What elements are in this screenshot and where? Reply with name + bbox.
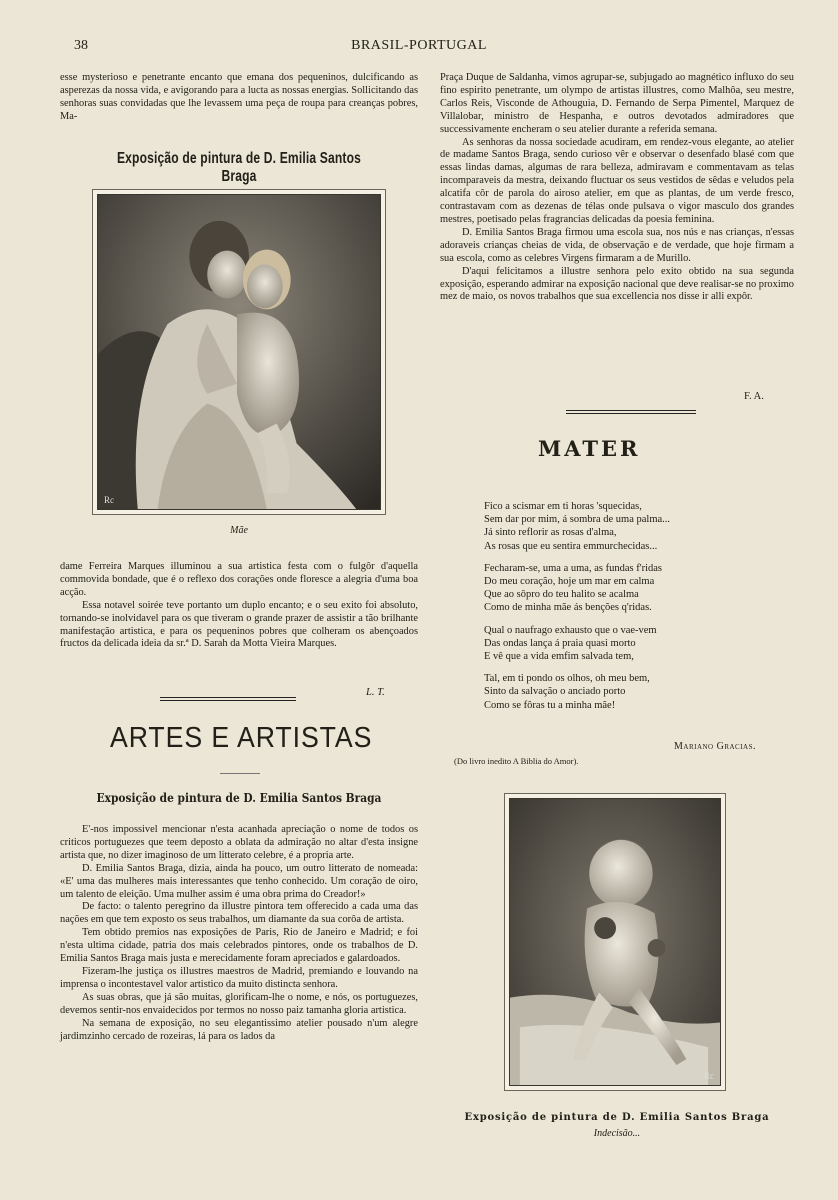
painting-signature: Rc <box>104 495 114 505</box>
after-photo-text <box>60 561 418 651</box>
intro-paragraph: esse mysterioso e penetrante encanto que emana dos pequeninos, dulcificando as asperezas da nossa vida, e avigorando para a lucta as nossas energias. Sollicitando das senhoras suas convidadas que lhe levassem uma peça de roupa para creanças pobres, Ma- <box>60 72 418 122</box>
painting-mother-child <box>97 194 381 510</box>
poem-line: Tal, em ti pondo os olhos, oh meu bem, <box>484 673 650 685</box>
photo-mae <box>92 189 386 515</box>
painting-illustration <box>510 799 720 1085</box>
poem-line: Fecharam-se, uma a uma, as fundas f'ridas <box>484 562 662 574</box>
artes-paragraph-4: Tem obtido premios nas exposições de Paris, Rio de Janeiro e Madrid; e foi n'esta ultima cidade, patria dos mais celebrados pintores, onde os trabalhos de D. Emilia Santos Braga mais justa e merecidamente foram apreciados e galardoados. <box>60 927 418 965</box>
author-lt: L. T. <box>366 687 385 698</box>
painting-illustration <box>98 195 380 509</box>
poem-line: E vê que a vida emfim salvada tem, <box>484 651 634 663</box>
painting-signature: Rc <box>704 1071 714 1081</box>
poem-line: Já sinto reflorir as rosas d'alma, <box>484 527 617 539</box>
poem-line: Que ao sôpro do teu halito se acalma <box>484 589 639 601</box>
caption-indecisao-title: Exposição de pintura de D. Emilia Santos Braga <box>464 1112 770 1123</box>
poem-line: Qual o naufrago exhausto que o vae-vem <box>484 624 657 636</box>
section-divider-left <box>160 697 296 701</box>
page-number: 38 <box>74 38 88 53</box>
artes-paragraph-5: Fizeram-lhe justiça os illustres maestros de Madrid, premiando e louvando na imprensa o incontestavel valor artistico da muito distincta senhora. <box>60 965 418 990</box>
after-photo-paragraph-1: dame Ferreira Marques illuminou a sua artistica festa com o fulgôr d'aquella commovida bondade, que é o reflexo dos corações onde floresce a alegria d'uma boa acção. <box>60 561 418 598</box>
painting-child <box>509 798 721 1086</box>
caption-mae: Mãe <box>230 525 248 536</box>
artes-paragraph-6: As suas obras, que já são muitas, glorificam-lhe o nome, e nós, os portuguezes, devemos sentir-nos envaidecidos por termos no nosso paiz tamanha gloria artistica. <box>60 991 418 1016</box>
right-paragraph-2: As senhoras da nossa sociedade acudiram, em rendez-vous elegante, ao atelier de madame Santos Braga, sendo curioso vêr e observar o desenfado blasé com que essas lindas damas, algumas de rara belleza, admiravam e commentavam as telas incomparaveis da mestra, deixando fluctuar os seus vestidos de sêdas e veludos pela alcatifa côr de parola do airoso atelier, em que as plantas, de um verde fresco, contrastavam com as dezenas de télas onde pulsava o vigor masculo dos grandes mestres, poetisado pelas fragrancias delicadas da poesia feminina. <box>440 136 794 225</box>
running-title: BRASIL-PORTUGAL <box>351 38 487 53</box>
poem-author: Mariano Gracias. <box>674 741 757 752</box>
poem-line: Do meu coração, hoje um mar em calma <box>484 576 655 588</box>
short-divider <box>220 773 260 774</box>
poem-stanza-3 <box>484 624 784 664</box>
caption-indecisao: Indecisão... <box>593 1128 641 1139</box>
poem-line: Como de minha mãe ás benções q'ridas. <box>484 602 652 614</box>
poem-line: Das ondas lança á praia quasi morto <box>484 637 636 649</box>
artes-paragraph-2: D. Emilia Santos Braga, dizia, ainda ha pouco, um outro litterato de nomeada: «E' uma das mulheres mais interessantes que tenho conhecido. Um coração de oiro, um talento de eleição. Uma mulher assim é uma obra prima do Creador!» <box>60 862 418 900</box>
poem-source: (Do livro inedito A Biblia do Amor). <box>454 756 579 766</box>
mater-title: MATER <box>538 436 641 461</box>
poem-line: As rosas que eu sentira emmurchecidas... <box>484 540 658 552</box>
right-body <box>440 72 794 304</box>
caption-mae-wrap <box>60 525 418 536</box>
poem-line: Fico a scismar em ti horas 'squecidas, <box>484 501 642 512</box>
right-paragraph-3: D. Emilia Santos Braga firmou uma escola sua, nos nús e nas crianças, n'essas adoraveis crianças cheias de vida, de observação e de verdade, que hoje firmam a sua escola, como as celebres Virgens firmaram a de Murillo. <box>440 226 794 264</box>
artes-paragraph-1: E'-nos impossivel mencionar n'esta acanhada apreciação o nome de todos os criticos portuguezes que teem deposto a oblata da admiração no altar d'esta insigne artista que, no dizer imaginoso de um litterato celebre, é a propria arte. <box>60 824 418 861</box>
exposicao-heading-wrap <box>60 150 418 185</box>
exposicao-heading: Exposição de pintura de D. Emilia Santos Braga <box>116 150 362 185</box>
poem-stanza-2 <box>484 562 784 615</box>
author-fa: F. A. <box>744 391 764 402</box>
artes-paragraph-7: Na semana de exposição, no seu elegantissimo atelier pousado n'um alegre jardimzinho cercado de rozeiras, lá para os lados da <box>60 1017 418 1042</box>
poem-line: Sem dar por mim, á sombra de uma palma... <box>484 514 671 526</box>
poem-stanza-4 <box>484 672 784 712</box>
after-photo-paragraph-2: Essa notavel soirée teve portanto um duplo encanto; e o seu exito foi absoluto, tornando-se inolvidavel para os que tiveram o grande prazer de assistir a tão brilhante manifestação artistica, e para os pequeninos pobres que colheram os abençoados fructos da delicada ideia da sr.ª D. Sarah da Motta Vieira Marques. <box>60 599 418 650</box>
poem <box>484 500 784 721</box>
photo-indecisao <box>504 793 726 1091</box>
right-paragraph-4: D'aqui felicitamos a illustre senhora pelo exito obtido na sua segunda exposição, esperando admirar na exposição nacional que deve realisar-se no proximo mez de maio, os novos trabalhos que sua excellencia nos disse ir alli expôr. <box>440 265 794 303</box>
left-intro <box>60 72 418 124</box>
artes-paragraph-3: De facto: o talento peregrino da illustre pintora tem offerecido a cada uma das nações em que tem exposto os seus trabalhos, um diamante da sua corôa de artista. <box>60 901 418 926</box>
poem-line: Como se fôras tu a minha mãe! <box>484 699 616 711</box>
right-paragraph-1: Praça Duque de Saldanha, vimos agrupar-se, subjugado ao magnético influxo do seu fino espirito penetrante, um olympo de artistas illustres, como Malhôa, seu mestre, Carlos Reis, Visconde de Athouguia, D. Fernando de Serpa Pimentel, Marquez de Villalobar, ministro de Hespanha, e outros devotados admiradores que successivamente encheram o seu atelier durante a referida semana. <box>440 72 794 135</box>
poem-stanza-1 <box>484 500 784 553</box>
artes-body <box>60 824 418 1043</box>
section-divider-right <box>566 410 696 414</box>
artes-title: ARTES E ARTISTAS <box>110 722 373 754</box>
artes-subhead: Exposição de pintura de D. Emilia Santos Braga <box>96 790 382 805</box>
poem-line: Sinto da salvação o anciado porto <box>484 686 626 698</box>
